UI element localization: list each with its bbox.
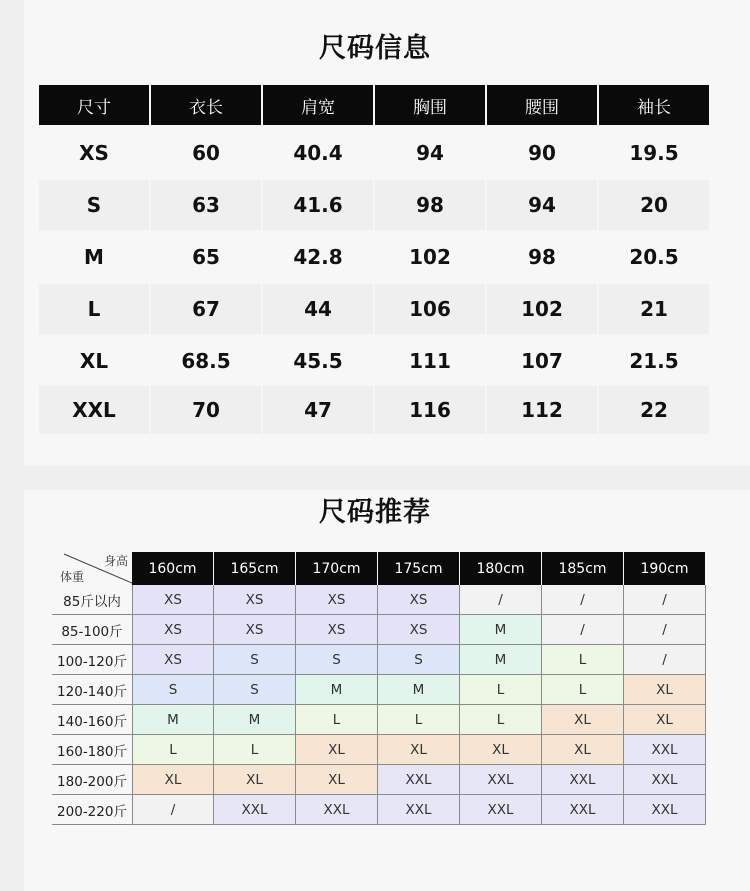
- weight-label: 100-120斤: [52, 645, 132, 675]
- size-value-cell: 40.4: [293, 141, 343, 165]
- size-value-cell: 94: [528, 193, 556, 217]
- size-recommend-cell: L: [132, 735, 214, 765]
- size-value-cell: 21.5: [629, 349, 679, 373]
- size-label-cell: S: [86, 193, 102, 217]
- size-info-header: 腰围: [487, 85, 597, 125]
- size-recommend-cell: XL: [542, 735, 624, 765]
- size-recommend-title: 尺码推荐: [319, 497, 431, 528]
- weight-label: 200-220斤: [52, 795, 132, 825]
- size-value-cell: 94: [416, 141, 444, 165]
- size-recommend-cell: M: [378, 675, 460, 705]
- weight-label: 85斤以内: [52, 585, 132, 615]
- size-value-cell: 21: [640, 297, 668, 321]
- size-value-cell: 42.8: [293, 245, 343, 269]
- size-recommend-cell: XL: [378, 735, 460, 765]
- size-recommend-cell: /: [542, 585, 624, 615]
- size-recommend-cell: L: [214, 735, 296, 765]
- size-recommend-cell: L: [460, 675, 542, 705]
- size-value-cell: 68.5: [181, 349, 231, 373]
- size-value-cell: 116: [409, 398, 451, 422]
- size-recommend-cell: /: [624, 585, 706, 615]
- size-value-cell: 107: [521, 349, 563, 373]
- size-label-cell: L: [87, 297, 101, 321]
- size-value-cell: 111: [409, 349, 451, 373]
- size-recommend-cell: XS: [296, 585, 378, 615]
- size-recommend-cell: XXL: [460, 795, 542, 825]
- weight-label: 160-180斤: [52, 735, 132, 765]
- size-label-cell: XS: [79, 141, 109, 165]
- table-corner-header: [52, 552, 132, 585]
- size-recommend-cell: XL: [296, 735, 378, 765]
- size-recommend-cell: S: [296, 645, 378, 675]
- size-recommend-cell: L: [542, 645, 624, 675]
- size-recommend-cell: L: [378, 705, 460, 735]
- size-value-cell: 44: [304, 297, 332, 321]
- size-recommend-cell: XS: [214, 585, 296, 615]
- size-recommend-cell: XXL: [378, 765, 460, 795]
- size-value-cell: 90: [528, 141, 556, 165]
- size-value-cell: 47: [304, 398, 332, 422]
- size-recommend-cell: M: [296, 675, 378, 705]
- size-info-header: 胸围: [375, 85, 485, 125]
- size-value-cell: 45.5: [293, 349, 343, 373]
- size-value-cell: 106: [409, 297, 451, 321]
- size-recommend-cell: XXL: [378, 795, 460, 825]
- size-value-cell: 112: [521, 398, 563, 422]
- size-recommend-cell: S: [132, 675, 214, 705]
- size-recommend-cell: XS: [378, 585, 460, 615]
- size-recommend-cell: XXL: [460, 765, 542, 795]
- size-value-cell: 60: [192, 141, 220, 165]
- size-value-cell: 19.5: [629, 141, 679, 165]
- size-value-cell: 20: [640, 193, 668, 217]
- size-recommend-cell: /: [624, 615, 706, 645]
- size-value-cell: 70: [192, 398, 220, 422]
- size-recommend-cell: XS: [132, 645, 214, 675]
- size-recommend-cell: M: [132, 705, 214, 735]
- size-recommend-cell: /: [542, 615, 624, 645]
- size-recommend-cell: XL: [542, 705, 624, 735]
- size-recommend-cell: XXL: [624, 765, 706, 795]
- size-value-cell: 98: [416, 193, 444, 217]
- size-recommend-cell: M: [460, 645, 542, 675]
- height-header: 175cm: [378, 552, 459, 585]
- size-recommend-cell: XS: [378, 615, 460, 645]
- size-value-cell: 63: [192, 193, 220, 217]
- size-recommend-cell: XL: [624, 675, 706, 705]
- size-recommend-cell: XL: [624, 705, 706, 735]
- size-value-cell: 65: [192, 245, 220, 269]
- size-recommend-cell: XXL: [624, 735, 706, 765]
- weight-label: 180-200斤: [52, 765, 132, 795]
- size-recommend-cell: XL: [460, 735, 542, 765]
- size-recommend-cell: XXL: [624, 795, 706, 825]
- size-label-cell: XXL: [72, 398, 116, 422]
- height-axis-label: 身高: [103, 554, 128, 568]
- size-recommend-cell: M: [214, 705, 296, 735]
- size-label-cell: M: [84, 245, 104, 269]
- height-header: 165cm: [214, 552, 295, 585]
- weight-axis-label: 体重: [60, 570, 85, 584]
- size-recommend-cell: XS: [296, 615, 378, 645]
- size-recommend-cell: L: [296, 705, 378, 735]
- size-recommend-cell: /: [132, 795, 214, 825]
- size-recommend-cell: XS: [132, 585, 214, 615]
- size-recommend-table: [52, 552, 708, 827]
- weight-label: 120-140斤: [52, 675, 132, 705]
- size-value-cell: 22: [640, 398, 668, 422]
- weight-label: 85-100斤: [52, 615, 132, 645]
- size-recommend-cell: L: [460, 705, 542, 735]
- size-recommend-cell: S: [214, 645, 296, 675]
- size-value-cell: 20.5: [629, 245, 679, 269]
- size-value-cell: 102: [409, 245, 451, 269]
- size-recommend-cell: XS: [132, 615, 214, 645]
- size-info-header: 衣长: [151, 85, 261, 125]
- height-header: 160cm: [132, 552, 213, 585]
- size-info-header: 袖长: [599, 85, 709, 125]
- size-value-cell: 98: [528, 245, 556, 269]
- size-info-header: 肩宽: [263, 85, 373, 125]
- weight-label: 140-160斤: [52, 705, 132, 735]
- size-value-cell: 67: [192, 297, 220, 321]
- height-header: 185cm: [542, 552, 623, 585]
- size-recommend-cell: XL: [214, 765, 296, 795]
- size-recommend-cell: XXL: [296, 795, 378, 825]
- height-header: 190cm: [624, 552, 705, 585]
- size-recommend-cell: /: [624, 645, 706, 675]
- size-recommend-cell: M: [460, 615, 542, 645]
- size-recommend-cell: XL: [132, 765, 214, 795]
- size-recommend-cell: XXL: [214, 795, 296, 825]
- size-recommend-cell: S: [214, 675, 296, 705]
- size-recommend-cell: /: [460, 585, 542, 615]
- size-recommend-cell: S: [378, 645, 460, 675]
- size-info-title: 尺码信息: [319, 33, 431, 64]
- size-recommend-cell: XL: [296, 765, 378, 795]
- size-value-cell: 41.6: [293, 193, 343, 217]
- size-label-cell: XL: [79, 349, 109, 373]
- height-header: 180cm: [460, 552, 541, 585]
- size-recommend-cell: XS: [214, 615, 296, 645]
- size-recommend-cell: XXL: [542, 795, 624, 825]
- size-recommend-cell: L: [542, 675, 624, 705]
- size-info-header: 尺寸: [39, 85, 149, 125]
- size-recommend-cell: XXL: [542, 765, 624, 795]
- height-header: 170cm: [296, 552, 377, 585]
- size-value-cell: 102: [521, 297, 563, 321]
